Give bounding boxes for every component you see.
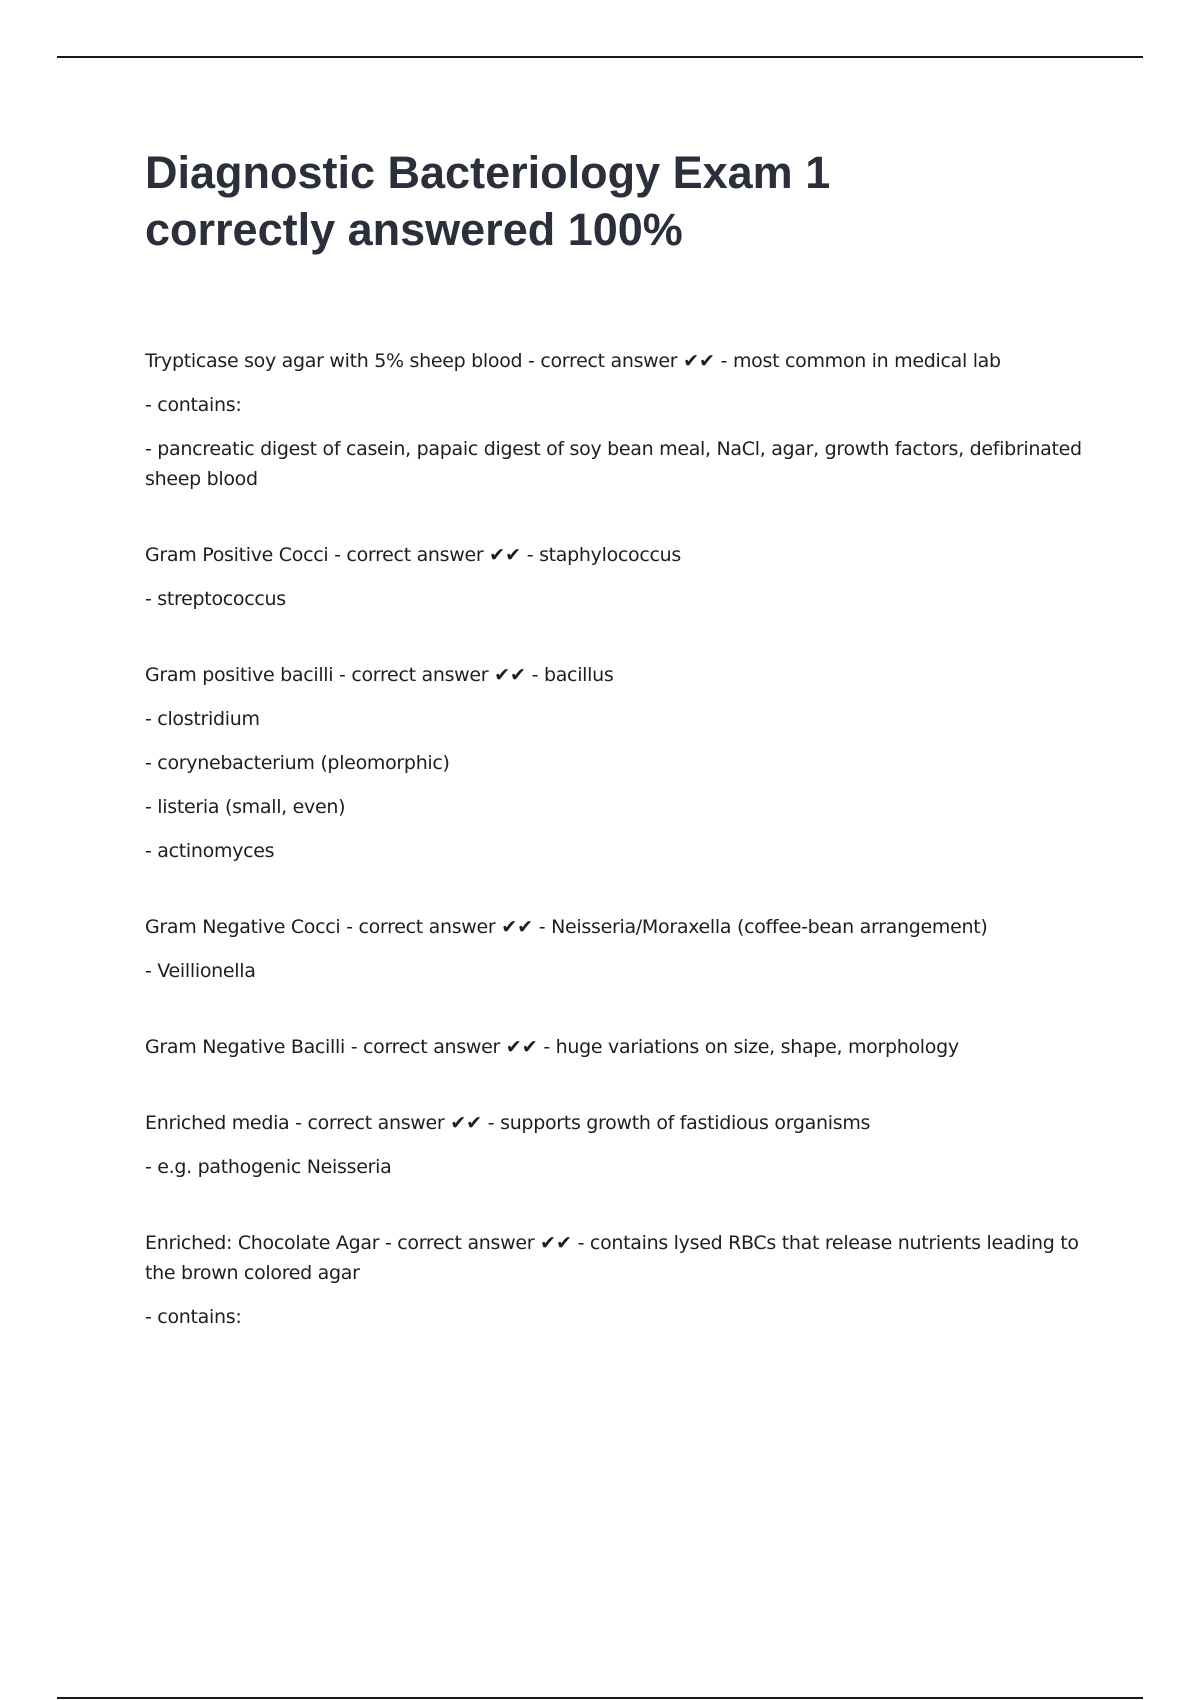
qa-term: Gram positive bacilli — [145, 664, 334, 686]
double-check-icon: ✔✔ — [540, 1232, 572, 1254]
qa-marker: correct answer — [358, 916, 496, 938]
qa-term: Gram Positive Cocci — [145, 544, 329, 566]
qa-marker: correct answer — [307, 1112, 445, 1134]
qa-question-line: Gram positive bacilli - correct answer ✔✔ - bacillus — [145, 664, 614, 686]
qa-answer: staphylococcus — [539, 544, 682, 566]
qa-marker: correct answer — [397, 1232, 535, 1254]
qa-marker: correct answer — [540, 350, 678, 372]
bottom-rule — [57, 1697, 1143, 1699]
qa-term: Gram Negative Cocci — [145, 916, 341, 938]
qa-marker: correct answer — [351, 664, 489, 686]
qa-answer: Neisseria/Moraxella (coffee-bean arrangement) — [551, 916, 988, 938]
double-check-icon: ✔✔ — [505, 1036, 538, 1058]
qa-detail-line: - e.g. pathogenic Neisseria — [145, 1156, 392, 1178]
qa-entry-chocolate-agar — [145, 1228, 1085, 1332]
qa-detail-line: - actinomyces — [145, 840, 275, 862]
qa-term: Enriched: Chocolate Agar — [145, 1232, 380, 1254]
double-check-icon: ✔✔ — [494, 664, 526, 686]
qa-question-line: Enriched media - correct answer ✔✔ - supports growth of fastidious organisms — [145, 1112, 871, 1134]
qa-detail-line: - pancreatic digest of casein, papaic digest of soy bean meal, NaCl, agar, growth factors, defibrinated sheep blood — [145, 438, 1082, 490]
qa-entry-gram-negative-bacilli — [145, 1032, 1085, 1062]
title-line-2: correctly answered 100% — [145, 204, 683, 255]
qa-term: Enriched media — [145, 1112, 290, 1134]
double-check-icon: ✔✔ — [489, 544, 522, 566]
qa-question-line: Gram Positive Cocci - correct answer ✔✔ - staphylococcus — [145, 544, 682, 566]
qa-question-line: Gram Negative Bacilli - correct answer ✔✔ - huge variations on size, shape, morphology — [145, 1036, 959, 1058]
qa-answer: supports growth of fastidious organisms — [500, 1112, 871, 1134]
qa-detail-line: - listeria (small, even) — [145, 796, 346, 818]
qa-detail-line: - corynebacterium (pleomorphic) — [145, 752, 450, 774]
qa-entry-gram-negative-cocci — [145, 912, 1085, 986]
title-line-1: Diagnostic Bacteriology Exam 1 — [145, 147, 831, 198]
double-check-icon: ✔✔ — [501, 916, 534, 938]
top-rule — [57, 56, 1143, 58]
qa-entry-agar — [145, 346, 1085, 494]
qa-entry-enriched-media — [145, 1108, 1085, 1182]
qa-answer: bacillus — [543, 664, 614, 686]
qa-marker: correct answer — [346, 544, 484, 566]
qa-detail-line: - clostridium — [145, 708, 260, 730]
qa-question-line: Trypticase soy agar with 5% sheep blood - correct answer ✔✔ - most common in medical lab — [145, 350, 1001, 372]
qa-entries — [145, 346, 1085, 1346]
qa-detail-line: - contains: — [145, 394, 242, 416]
qa-detail-line: - contains: — [145, 1306, 242, 1328]
qa-marker: correct answer — [363, 1036, 501, 1058]
qa-question-line: Enriched: Chocolate Agar - correct answer ✔✔ - contains lysed RBCs that release nutrients leading to the brown colored agar — [145, 1232, 1079, 1284]
double-check-icon: ✔✔ — [450, 1112, 483, 1134]
qa-answer: contains lysed RBCs that release nutrients leading to the brown colored agar — [145, 1232, 1079, 1284]
qa-detail-line: - Veillionella — [145, 960, 256, 982]
document-title — [145, 144, 1045, 258]
qa-detail-line: - streptococcus — [145, 588, 286, 610]
double-check-icon: ✔✔ — [683, 350, 715, 372]
qa-question-line: Gram Negative Cocci - correct answer ✔✔ - Neisseria/Moraxella (coffee-bean arrangement) — [145, 916, 988, 938]
qa-answer: most common in medical lab — [732, 350, 1001, 372]
qa-entry-gram-positive-cocci — [145, 540, 1085, 614]
qa-answer: huge variations on size, shape, morphology — [555, 1036, 959, 1058]
qa-term: Gram Negative Bacilli — [145, 1036, 345, 1058]
qa-term: Trypticase soy agar with 5% sheep blood — [145, 350, 523, 372]
qa-entry-gram-positive-bacilli — [145, 660, 1085, 866]
